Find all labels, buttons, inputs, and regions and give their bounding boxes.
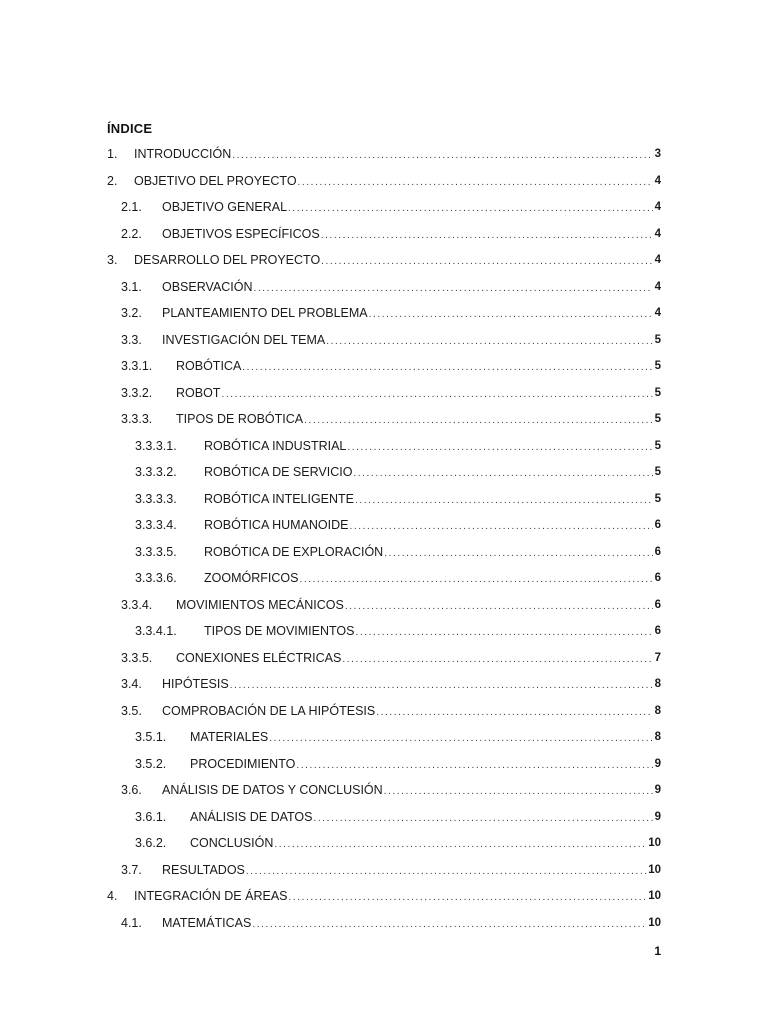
- toc-entry-number: 3.5.2.: [135, 756, 167, 771]
- toc-entry[interactable]: [0, 329, 768, 351]
- toc-entry-number: 3.6.2.: [135, 836, 167, 850]
- toc-entry-title: ROBÓTICA: [176, 359, 242, 373]
- toc-dot-leader: [252, 919, 647, 931]
- toc-entry-page: 10: [648, 916, 661, 929]
- toc-entry-number: 3.3.1.: [121, 359, 153, 373]
- toc-entry-title: CONCLUSIÓN: [190, 836, 274, 850]
- toc-entry[interactable]: [0, 276, 768, 298]
- toc-entry[interactable]: [0, 753, 768, 775]
- toc-dot-leader: [345, 601, 653, 613]
- toc-entry-title: ROBÓTICA DE SERVICIO: [204, 465, 353, 479]
- toc-entry[interactable]: [0, 249, 768, 271]
- toc-entry-title: ANÁLISIS DE DATOS: [190, 809, 313, 824]
- toc-dot-leader: [321, 256, 653, 268]
- toc-entry[interactable]: [0, 620, 768, 642]
- toc-entry-title: ANÁLISIS DE DATOS Y CONCLUSIÓN: [162, 783, 383, 797]
- toc-dot-leader: [232, 150, 653, 162]
- toc-entry-page: 9: [654, 757, 661, 770]
- toc-dot-leader: [355, 495, 653, 507]
- toc-entry-page: 5: [654, 492, 661, 505]
- toc-entry-number: 3.3.3.4.: [135, 518, 177, 532]
- toc-heading: ÍNDICE: [107, 121, 153, 136]
- toc-entry[interactable]: [0, 408, 768, 430]
- toc-dot-leader: [353, 468, 653, 480]
- toc-entry-number: 3.3.3.1.: [135, 438, 177, 453]
- toc-dot-leader: [342, 654, 653, 666]
- toc-dot-leader: [288, 203, 653, 215]
- toc-dot-leader: [321, 230, 653, 242]
- toc-entry-page: 8: [654, 704, 661, 717]
- toc-entry-page: 6: [654, 625, 661, 637]
- toc-entry[interactable]: [0, 461, 768, 483]
- toc-entry-number: 2.2.: [121, 226, 142, 241]
- toc-entry[interactable]: [0, 196, 768, 218]
- toc-entry-page: 5: [654, 439, 661, 452]
- toc-dot-leader: [296, 760, 653, 772]
- toc-entry[interactable]: [0, 806, 768, 828]
- toc-entry-number: 3.3.4.: [121, 597, 153, 612]
- toc-dot-leader: [254, 283, 653, 295]
- toc-dot-leader: [242, 362, 653, 374]
- toc-entry-number: 3.6.: [121, 783, 142, 797]
- toc-entry-number: 3.6.1.: [135, 809, 167, 824]
- toc-dot-leader: [355, 627, 653, 639]
- toc-entry-page: 4: [654, 174, 661, 187]
- toc-entry-title: TIPOS DE ROBÓTICA: [176, 412, 304, 426]
- toc-entry-number: 3.3.3.3.: [135, 491, 177, 506]
- toc-entry-number: 3.3.3.2.: [135, 465, 177, 479]
- toc-dot-leader: [314, 813, 654, 825]
- toc-entry-title: OBJETIVO DEL PROYECTO: [134, 173, 297, 188]
- page-number: 1: [654, 944, 661, 958]
- toc-entry-number: 3.3.5.: [121, 650, 153, 665]
- toc-dot-leader: [299, 574, 653, 586]
- toc-entry-number: 1.: [107, 147, 118, 161]
- toc-entry-title: INVESTIGACIÓN DEL TEMA: [162, 332, 326, 347]
- toc-dot-leader: [369, 309, 653, 321]
- toc-entry-title: COMPROBACIÓN DE LA HIPÓTESIS: [162, 703, 376, 718]
- toc-entry-title: OBSERVACIÓN: [162, 279, 253, 294]
- toc-entry-page: 6: [654, 572, 661, 584]
- toc-entry-number: 3.3.2.: [121, 385, 153, 400]
- toc-dot-leader: [274, 839, 647, 851]
- toc-entry[interactable]: [0, 435, 768, 457]
- toc-dot-leader: [376, 707, 653, 719]
- toc-entry-title: PLANTEAMIENTO DEL PROBLEMA: [162, 306, 368, 320]
- toc-entry-page: 4: [654, 254, 661, 266]
- toc-entry[interactable]: [0, 223, 768, 245]
- toc-entry-page: 4: [654, 201, 661, 213]
- toc-entry[interactable]: [0, 912, 768, 934]
- toc-entry-title: HIPÓTESIS: [162, 677, 229, 691]
- toc-entry-title: ZOOMÓRFICOS: [204, 571, 299, 585]
- toc-entry-page: 6: [654, 519, 661, 531]
- toc-dot-leader: [349, 521, 653, 533]
- toc-entry-page: 9: [654, 784, 661, 796]
- toc-entry-page: 10: [648, 863, 661, 876]
- toc-entry-page: 6: [654, 545, 661, 558]
- toc-entry-number: 3.: [107, 253, 118, 267]
- toc-entry[interactable]: [0, 488, 768, 510]
- toc-entry[interactable]: [0, 673, 768, 695]
- toc-dot-leader: [246, 866, 647, 878]
- toc-entry-page: 8: [654, 731, 661, 743]
- toc-entry-title: DESARROLLO DEL PROYECTO: [134, 253, 321, 267]
- toc-entry-number: 2.: [107, 173, 118, 188]
- toc-entry-number: 3.3.3.5.: [135, 544, 177, 559]
- toc-entry-title: OBJETIVO GENERAL: [162, 200, 288, 214]
- toc-entry-page: 3: [654, 148, 661, 160]
- toc-entry-title: ROBÓTICA INDUSTRIAL: [204, 438, 347, 453]
- toc-entry-number: 2.1.: [121, 200, 142, 214]
- toc-entry-page: 4: [654, 307, 661, 319]
- toc-entry-number: 3.7.: [121, 862, 142, 877]
- toc-dot-leader: [289, 892, 648, 904]
- toc-entry-title: PROCEDIMIENTO: [190, 756, 296, 771]
- toc-entry[interactable]: [0, 382, 768, 404]
- toc-entry-title: ROBÓTICA HUMANOIDE: [204, 518, 349, 532]
- toc-entry[interactable]: [0, 647, 768, 669]
- toc-entry[interactable]: [0, 541, 768, 563]
- toc-entry[interactable]: [0, 355, 768, 377]
- toc-entry-title: INTRODUCCIÓN: [134, 147, 232, 161]
- toc-entry-number: 3.3.4.1.: [135, 624, 177, 638]
- toc-dot-leader: [269, 733, 653, 745]
- toc-entry-page: 7: [654, 651, 661, 664]
- toc-entry-number: 3.5.: [121, 703, 142, 718]
- toc-entry-title: INTEGRACIÓN DE ÁREAS: [134, 889, 288, 903]
- toc-dot-leader: [347, 442, 653, 454]
- toc-entry-number: 3.3.3.: [121, 412, 153, 426]
- toc-entry-title: MATEMÁTICAS: [162, 915, 252, 930]
- toc-entry-number: 3.4.: [121, 677, 142, 691]
- toc-entry[interactable]: [0, 143, 768, 165]
- toc-entry[interactable]: [0, 514, 768, 536]
- toc-entry[interactable]: [0, 567, 768, 589]
- toc-entry[interactable]: [0, 302, 768, 324]
- toc-entry-title: OBJETIVOS ESPECÍFICOS: [162, 226, 320, 241]
- toc-entry[interactable]: [0, 170, 768, 192]
- toc-entry-number: 3.1.: [121, 279, 142, 294]
- toc-entry-number: 3.3.: [121, 332, 142, 347]
- toc-entry-page: 5: [654, 413, 661, 425]
- toc-entry-title: RESULTADOS: [162, 862, 245, 877]
- toc-entry[interactable]: [0, 726, 768, 748]
- toc-entry-number: 4.: [107, 889, 118, 903]
- toc-entry-title: CONEXIONES ELÉCTRICAS: [176, 650, 342, 665]
- toc-entry-title: MATERIALES: [190, 730, 269, 744]
- toc-entry-number: 3.3.3.6.: [135, 571, 177, 585]
- toc-entry-title: ROBOT: [176, 385, 221, 400]
- toc-entry[interactable]: [0, 700, 768, 722]
- toc-entry-page: 5: [654, 360, 661, 372]
- toc-entry-page: 5: [654, 333, 661, 346]
- toc-entry-title: ROBÓTICA DE EXPLORACIÓN: [204, 544, 384, 559]
- toc-entry-page: 4: [654, 227, 661, 240]
- toc-dot-leader: [384, 548, 653, 560]
- toc-entry-title: ROBÓTICA INTELIGENTE: [204, 491, 355, 506]
- toc-entry-number: 3.5.1.: [135, 730, 167, 744]
- toc-entry-page: 8: [654, 678, 661, 690]
- toc-entry-page: 10: [648, 890, 661, 902]
- toc-entry[interactable]: [0, 859, 768, 881]
- toc-dot-leader: [298, 177, 653, 189]
- toc-entry-page: 9: [654, 810, 661, 823]
- toc-entry[interactable]: [0, 885, 768, 907]
- toc-entry-title: TIPOS DE MOVIMIENTOS: [204, 624, 355, 638]
- toc-entry[interactable]: [0, 779, 768, 801]
- toc-entry-number: 3.2.: [121, 306, 142, 320]
- toc-dot-leader: [304, 415, 653, 427]
- toc-dot-leader: [230, 680, 653, 692]
- toc-entry[interactable]: [0, 832, 768, 854]
- toc-entry-number: 4.1.: [121, 915, 142, 930]
- toc-entry[interactable]: [0, 594, 768, 616]
- toc-entry-page: 4: [654, 280, 661, 293]
- toc-entry-page: 5: [654, 466, 661, 478]
- toc-entry-page: 10: [648, 837, 661, 849]
- toc-dot-leader: [384, 786, 653, 798]
- toc-entry-page: 6: [654, 598, 661, 611]
- toc-entry-title: MOVIMIENTOS MECÁNICOS: [176, 597, 344, 612]
- toc-dot-leader: [326, 336, 653, 348]
- toc-dot-leader: [221, 389, 653, 401]
- toc-entry-page: 5: [654, 386, 661, 399]
